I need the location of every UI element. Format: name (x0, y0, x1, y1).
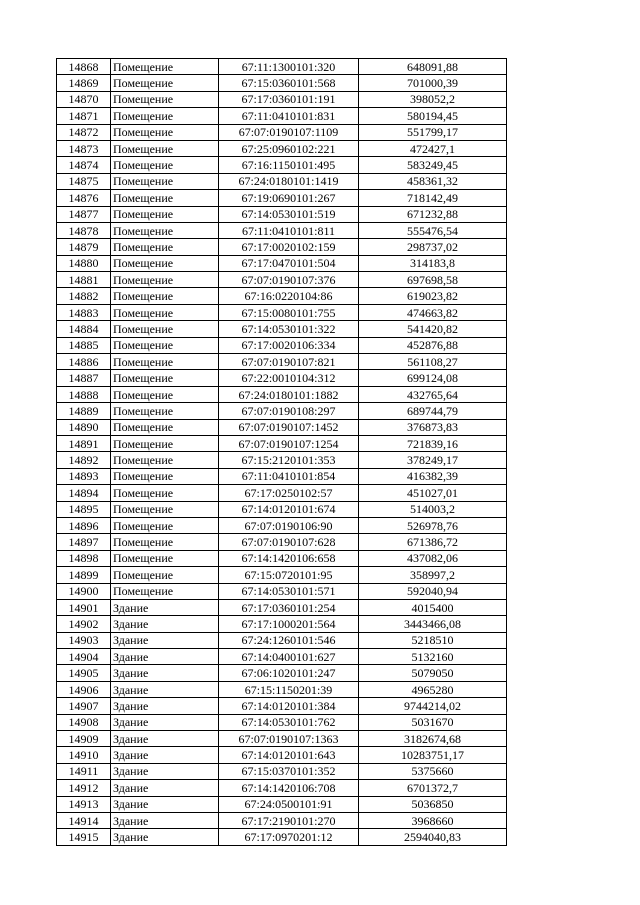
table-row (57, 681, 507, 697)
row-number-cell: 14891 (57, 435, 111, 451)
cadastral-number-cell: 67:14:0530101:762 (219, 714, 359, 730)
cadastral-number-cell: 67:24:1260101:546 (219, 632, 359, 648)
object-type-cell: Здание (111, 812, 219, 828)
object-type-cell: Помещение (111, 173, 219, 189)
object-type-cell: Помещение (111, 435, 219, 451)
table-row (57, 124, 507, 140)
object-type-cell: Помещение (111, 190, 219, 206)
cadastral-number-cell: 67:14:0530101:519 (219, 206, 359, 222)
cadastral-number-cell: 67:07:0190107:1109 (219, 124, 359, 140)
table-row (57, 649, 507, 665)
table-row (57, 140, 507, 156)
cadastral-value-cell: 592040,94 (359, 583, 507, 599)
cadastral-value-cell: 298737,02 (359, 239, 507, 255)
cadastral-number-cell: 67:17:0970201:12 (219, 829, 359, 845)
table-row (57, 780, 507, 796)
row-number-cell: 14877 (57, 206, 111, 222)
cadastral-number-cell: 67:14:0530101:322 (219, 321, 359, 337)
cadastral-value-cell: 4965280 (359, 681, 507, 697)
table-row (57, 599, 507, 615)
cadastral-number-cell: 67:07:0190107:821 (219, 354, 359, 370)
object-type-cell: Помещение (111, 124, 219, 140)
cadastral-value-cell: 699124,08 (359, 370, 507, 386)
row-number-cell: 14889 (57, 403, 111, 419)
cadastral-value-cell: 5375660 (359, 763, 507, 779)
cadastral-number-cell: 67:24:0500101:91 (219, 796, 359, 812)
table-row (57, 583, 507, 599)
object-type-cell: Помещение (111, 75, 219, 91)
object-type-cell: Помещение (111, 550, 219, 566)
cadastral-number-cell: 67:15:0720101:95 (219, 567, 359, 583)
object-type-cell: Помещение (111, 91, 219, 107)
cadastral-value-cell: 9744214,02 (359, 698, 507, 714)
cadastral-number-cell: 67:14:0120101:643 (219, 747, 359, 763)
cadastral-number-cell: 67:22:0010104:312 (219, 370, 359, 386)
cadastral-number-cell: 67:19:0690101:267 (219, 190, 359, 206)
cadastral-number-cell: 67:16:1150101:495 (219, 157, 359, 173)
cadastral-value-cell: 358997,2 (359, 567, 507, 583)
cadastral-value-cell: 451027,01 (359, 485, 507, 501)
cadastral-value-cell: 3968660 (359, 812, 507, 828)
cadastral-value-cell: 6701372,7 (359, 780, 507, 796)
cadastral-number-cell: 67:07:0190106:90 (219, 517, 359, 533)
table-row (57, 796, 507, 812)
cadastral-value-cell: 671386,72 (359, 534, 507, 550)
object-type-cell: Здание (111, 714, 219, 730)
cadastral-number-cell: 67:14:0530101:571 (219, 583, 359, 599)
cadastral-value-cell: 5218510 (359, 632, 507, 648)
table-row (57, 206, 507, 222)
object-type-cell: Здание (111, 796, 219, 812)
row-number-cell: 14887 (57, 370, 111, 386)
cadastral-number-cell: 67:07:0190107:1452 (219, 419, 359, 435)
row-number-cell: 14900 (57, 583, 111, 599)
row-number-cell: 14868 (57, 59, 111, 75)
cadastral-value-cell: 555476,54 (359, 222, 507, 238)
cadastral-number-cell: 67:14:1420106:708 (219, 780, 359, 796)
object-type-cell: Здание (111, 780, 219, 796)
table-row (57, 321, 507, 337)
cadastral-number-cell: 67:15:0370101:352 (219, 763, 359, 779)
table-row (57, 829, 507, 845)
cadastral-number-cell: 67:15:2120101:353 (219, 452, 359, 468)
cadastral-number-cell: 67:14:0120101:674 (219, 501, 359, 517)
table-row (57, 108, 507, 124)
cadastral-number-cell: 67:14:1420106:658 (219, 550, 359, 566)
table-row (57, 534, 507, 550)
cadastral-value-cell: 376873,83 (359, 419, 507, 435)
cadastral-value-cell: 701000,39 (359, 75, 507, 91)
row-number-cell: 14903 (57, 632, 111, 648)
table-row (57, 665, 507, 681)
object-type-cell: Помещение (111, 239, 219, 255)
object-type-cell: Помещение (111, 272, 219, 288)
row-number-cell: 14902 (57, 616, 111, 632)
table-row (57, 517, 507, 533)
table-row (57, 812, 507, 828)
object-type-cell: Помещение (111, 354, 219, 370)
object-type-cell: Помещение (111, 452, 219, 468)
row-number-cell: 14882 (57, 288, 111, 304)
table-body (57, 59, 507, 846)
row-number-cell: 14883 (57, 304, 111, 320)
row-number-cell: 14901 (57, 599, 111, 615)
table-row (57, 616, 507, 632)
row-number-cell: 14875 (57, 173, 111, 189)
row-number-cell: 14909 (57, 731, 111, 747)
cadastral-value-cell: 437082,06 (359, 550, 507, 566)
object-type-cell: Помещение (111, 583, 219, 599)
object-type-cell: Помещение (111, 222, 219, 238)
cadastral-number-cell: 67:17:0360101:254 (219, 599, 359, 615)
object-type-cell: Здание (111, 616, 219, 632)
row-number-cell: 14912 (57, 780, 111, 796)
object-type-cell: Помещение (111, 255, 219, 271)
cadastral-number-cell: 67:17:0470101:504 (219, 255, 359, 271)
cadastral-value-cell: 526978,76 (359, 517, 507, 533)
cadastral-number-cell: 67:15:0360101:568 (219, 75, 359, 91)
cadastral-value-cell: 378249,17 (359, 452, 507, 468)
table-row (57, 747, 507, 763)
row-number-cell: 14896 (57, 517, 111, 533)
cadastral-number-cell: 67:14:0400101:627 (219, 649, 359, 665)
row-number-cell: 14905 (57, 665, 111, 681)
table-row (57, 501, 507, 517)
cadastral-value-cell: 452876,88 (359, 337, 507, 353)
cadastral-number-cell: 67:17:1000201:564 (219, 616, 359, 632)
cadastral-number-cell: 67:17:2190101:270 (219, 812, 359, 828)
row-number-cell: 14876 (57, 190, 111, 206)
cadastral-value-cell: 561108,27 (359, 354, 507, 370)
object-type-cell: Помещение (111, 567, 219, 583)
object-type-cell: Помещение (111, 157, 219, 173)
object-type-cell: Помещение (111, 59, 219, 75)
table-row (57, 337, 507, 353)
cadastral-value-cell: 583249,45 (359, 157, 507, 173)
cadastral-value-cell: 671232,88 (359, 206, 507, 222)
cadastral-number-cell: 67:15:0080101:755 (219, 304, 359, 320)
cadastral-value-cell: 398052,2 (359, 91, 507, 107)
row-number-cell: 14892 (57, 452, 111, 468)
table-row (57, 419, 507, 435)
cadastral-number-cell: 67:11:0410101:831 (219, 108, 359, 124)
cadastral-value-cell: 619023,82 (359, 288, 507, 304)
object-type-cell: Помещение (111, 206, 219, 222)
cadastral-value-cell: 5036850 (359, 796, 507, 812)
cadastral-number-cell: 67:24:0180101:1419 (219, 173, 359, 189)
table-row (57, 468, 507, 484)
table-row (57, 485, 507, 501)
cadastral-value-cell: 721839,16 (359, 435, 507, 451)
row-number-cell: 14879 (57, 239, 111, 255)
row-number-cell: 14910 (57, 747, 111, 763)
row-number-cell: 14878 (57, 222, 111, 238)
row-number-cell: 14894 (57, 485, 111, 501)
table-row (57, 403, 507, 419)
cadastral-value-cell: 2594040,83 (359, 829, 507, 845)
table-row (57, 173, 507, 189)
object-type-cell: Здание (111, 632, 219, 648)
cadastral-value-cell: 5079050 (359, 665, 507, 681)
cadastral-value-cell: 3443466,08 (359, 616, 507, 632)
table-row (57, 370, 507, 386)
row-number-cell: 14884 (57, 321, 111, 337)
object-type-cell: Помещение (111, 370, 219, 386)
cadastral-value-cell: 4015400 (359, 599, 507, 615)
table-row (57, 698, 507, 714)
cadastral-value-cell: 458361,32 (359, 173, 507, 189)
object-type-cell: Здание (111, 763, 219, 779)
object-type-cell: Здание (111, 649, 219, 665)
object-type-cell: Здание (111, 829, 219, 845)
table-row (57, 632, 507, 648)
table-row (57, 550, 507, 566)
table-row (57, 272, 507, 288)
object-type-cell: Здание (111, 731, 219, 747)
object-type-cell: Помещение (111, 108, 219, 124)
row-number-cell: 14881 (57, 272, 111, 288)
object-type-cell: Помещение (111, 304, 219, 320)
table-row (57, 91, 507, 107)
object-type-cell: Помещение (111, 337, 219, 353)
table-row (57, 354, 507, 370)
object-type-cell: Помещение (111, 517, 219, 533)
row-number-cell: 14893 (57, 468, 111, 484)
object-type-cell: Помещение (111, 403, 219, 419)
cadastral-number-cell: 67:25:0960102:221 (219, 140, 359, 156)
row-number-cell: 14886 (57, 354, 111, 370)
table-row (57, 239, 507, 255)
table-row (57, 714, 507, 730)
table-row (57, 763, 507, 779)
cadastral-number-cell: 67:16:0220104:86 (219, 288, 359, 304)
table-row (57, 222, 507, 238)
cadastral-value-cell: 3182674,68 (359, 731, 507, 747)
cadastral-number-cell: 67:14:0120101:384 (219, 698, 359, 714)
cadastral-number-cell: 67:15:1150201:39 (219, 681, 359, 697)
cadastral-value-cell: 689744,79 (359, 403, 507, 419)
cadastral-value-cell: 551799,17 (359, 124, 507, 140)
object-type-cell: Помещение (111, 485, 219, 501)
row-number-cell: 14895 (57, 501, 111, 517)
cadastral-number-cell: 67:17:0020106:334 (219, 337, 359, 353)
object-type-cell: Помещение (111, 140, 219, 156)
cadastral-number-cell: 67:17:0250102:57 (219, 485, 359, 501)
cadastral-value-cell: 314183,8 (359, 255, 507, 271)
row-number-cell: 14888 (57, 386, 111, 402)
cadastral-value-cell: 648091,88 (359, 59, 507, 75)
row-number-cell: 14915 (57, 829, 111, 845)
object-type-cell: Здание (111, 681, 219, 697)
row-number-cell: 14880 (57, 255, 111, 271)
table-row (57, 452, 507, 468)
cadastral-value-cell: 10283751,17 (359, 747, 507, 763)
cadastral-number-cell: 67:11:0410101:854 (219, 468, 359, 484)
cadastral-number-cell: 67:07:0190107:1254 (219, 435, 359, 451)
row-number-cell: 14869 (57, 75, 111, 91)
cadastral-value-table (56, 58, 507, 846)
cadastral-value-cell: 472427,1 (359, 140, 507, 156)
table-row (57, 255, 507, 271)
row-number-cell: 14913 (57, 796, 111, 812)
table-row (57, 386, 507, 402)
cadastral-number-cell: 67:17:0020102:159 (219, 239, 359, 255)
cadastral-number-cell: 67:24:0180101:1882 (219, 386, 359, 402)
object-type-cell: Здание (111, 599, 219, 615)
row-number-cell: 14873 (57, 140, 111, 156)
table-row (57, 731, 507, 747)
object-type-cell: Помещение (111, 419, 219, 435)
row-number-cell: 14906 (57, 681, 111, 697)
table-row (57, 304, 507, 320)
cadastral-number-cell: 67:07:0190107:1363 (219, 731, 359, 747)
object-type-cell: Здание (111, 698, 219, 714)
object-type-cell: Помещение (111, 386, 219, 402)
table-row (57, 288, 507, 304)
row-number-cell: 14911 (57, 763, 111, 779)
table-row (57, 75, 507, 91)
object-type-cell: Помещение (111, 468, 219, 484)
row-number-cell: 14890 (57, 419, 111, 435)
cadastral-number-cell: 67:07:0190107:628 (219, 534, 359, 550)
object-type-cell: Помещение (111, 288, 219, 304)
row-number-cell: 14872 (57, 124, 111, 140)
object-type-cell: Помещение (111, 321, 219, 337)
cadastral-value-cell: 718142,49 (359, 190, 507, 206)
table-row (57, 190, 507, 206)
object-type-cell: Здание (111, 665, 219, 681)
cadastral-value-cell: 5132160 (359, 649, 507, 665)
cadastral-value-cell: 514003,2 (359, 501, 507, 517)
table-row (57, 435, 507, 451)
cadastral-number-cell: 67:06:1020101:247 (219, 665, 359, 681)
cadastral-number-cell: 67:07:0190107:376 (219, 272, 359, 288)
row-number-cell: 14874 (57, 157, 111, 173)
row-number-cell: 14885 (57, 337, 111, 353)
row-number-cell: 14908 (57, 714, 111, 730)
row-number-cell: 14899 (57, 567, 111, 583)
row-number-cell: 14897 (57, 534, 111, 550)
cadastral-value-cell: 5031670 (359, 714, 507, 730)
cadastral-number-cell: 67:07:0190108:297 (219, 403, 359, 419)
object-type-cell: Помещение (111, 501, 219, 517)
cadastral-number-cell: 67:11:0410101:811 (219, 222, 359, 238)
table-row (57, 567, 507, 583)
row-number-cell: 14870 (57, 91, 111, 107)
cadastral-value-cell: 541420,82 (359, 321, 507, 337)
cadastral-number-cell: 67:17:0360101:191 (219, 91, 359, 107)
cadastral-value-cell: 416382,39 (359, 468, 507, 484)
cadastral-value-cell: 474663,82 (359, 304, 507, 320)
table-row (57, 59, 507, 75)
row-number-cell: 14871 (57, 108, 111, 124)
table-row (57, 157, 507, 173)
object-type-cell: Помещение (111, 534, 219, 550)
cadastral-number-cell: 67:11:1300101:320 (219, 59, 359, 75)
row-number-cell: 14898 (57, 550, 111, 566)
object-type-cell: Здание (111, 747, 219, 763)
cadastral-value-cell: 432765,64 (359, 386, 507, 402)
row-number-cell: 14907 (57, 698, 111, 714)
cadastral-value-cell: 580194,45 (359, 108, 507, 124)
row-number-cell: 14914 (57, 812, 111, 828)
cadastral-value-cell: 697698,58 (359, 272, 507, 288)
row-number-cell: 14904 (57, 649, 111, 665)
